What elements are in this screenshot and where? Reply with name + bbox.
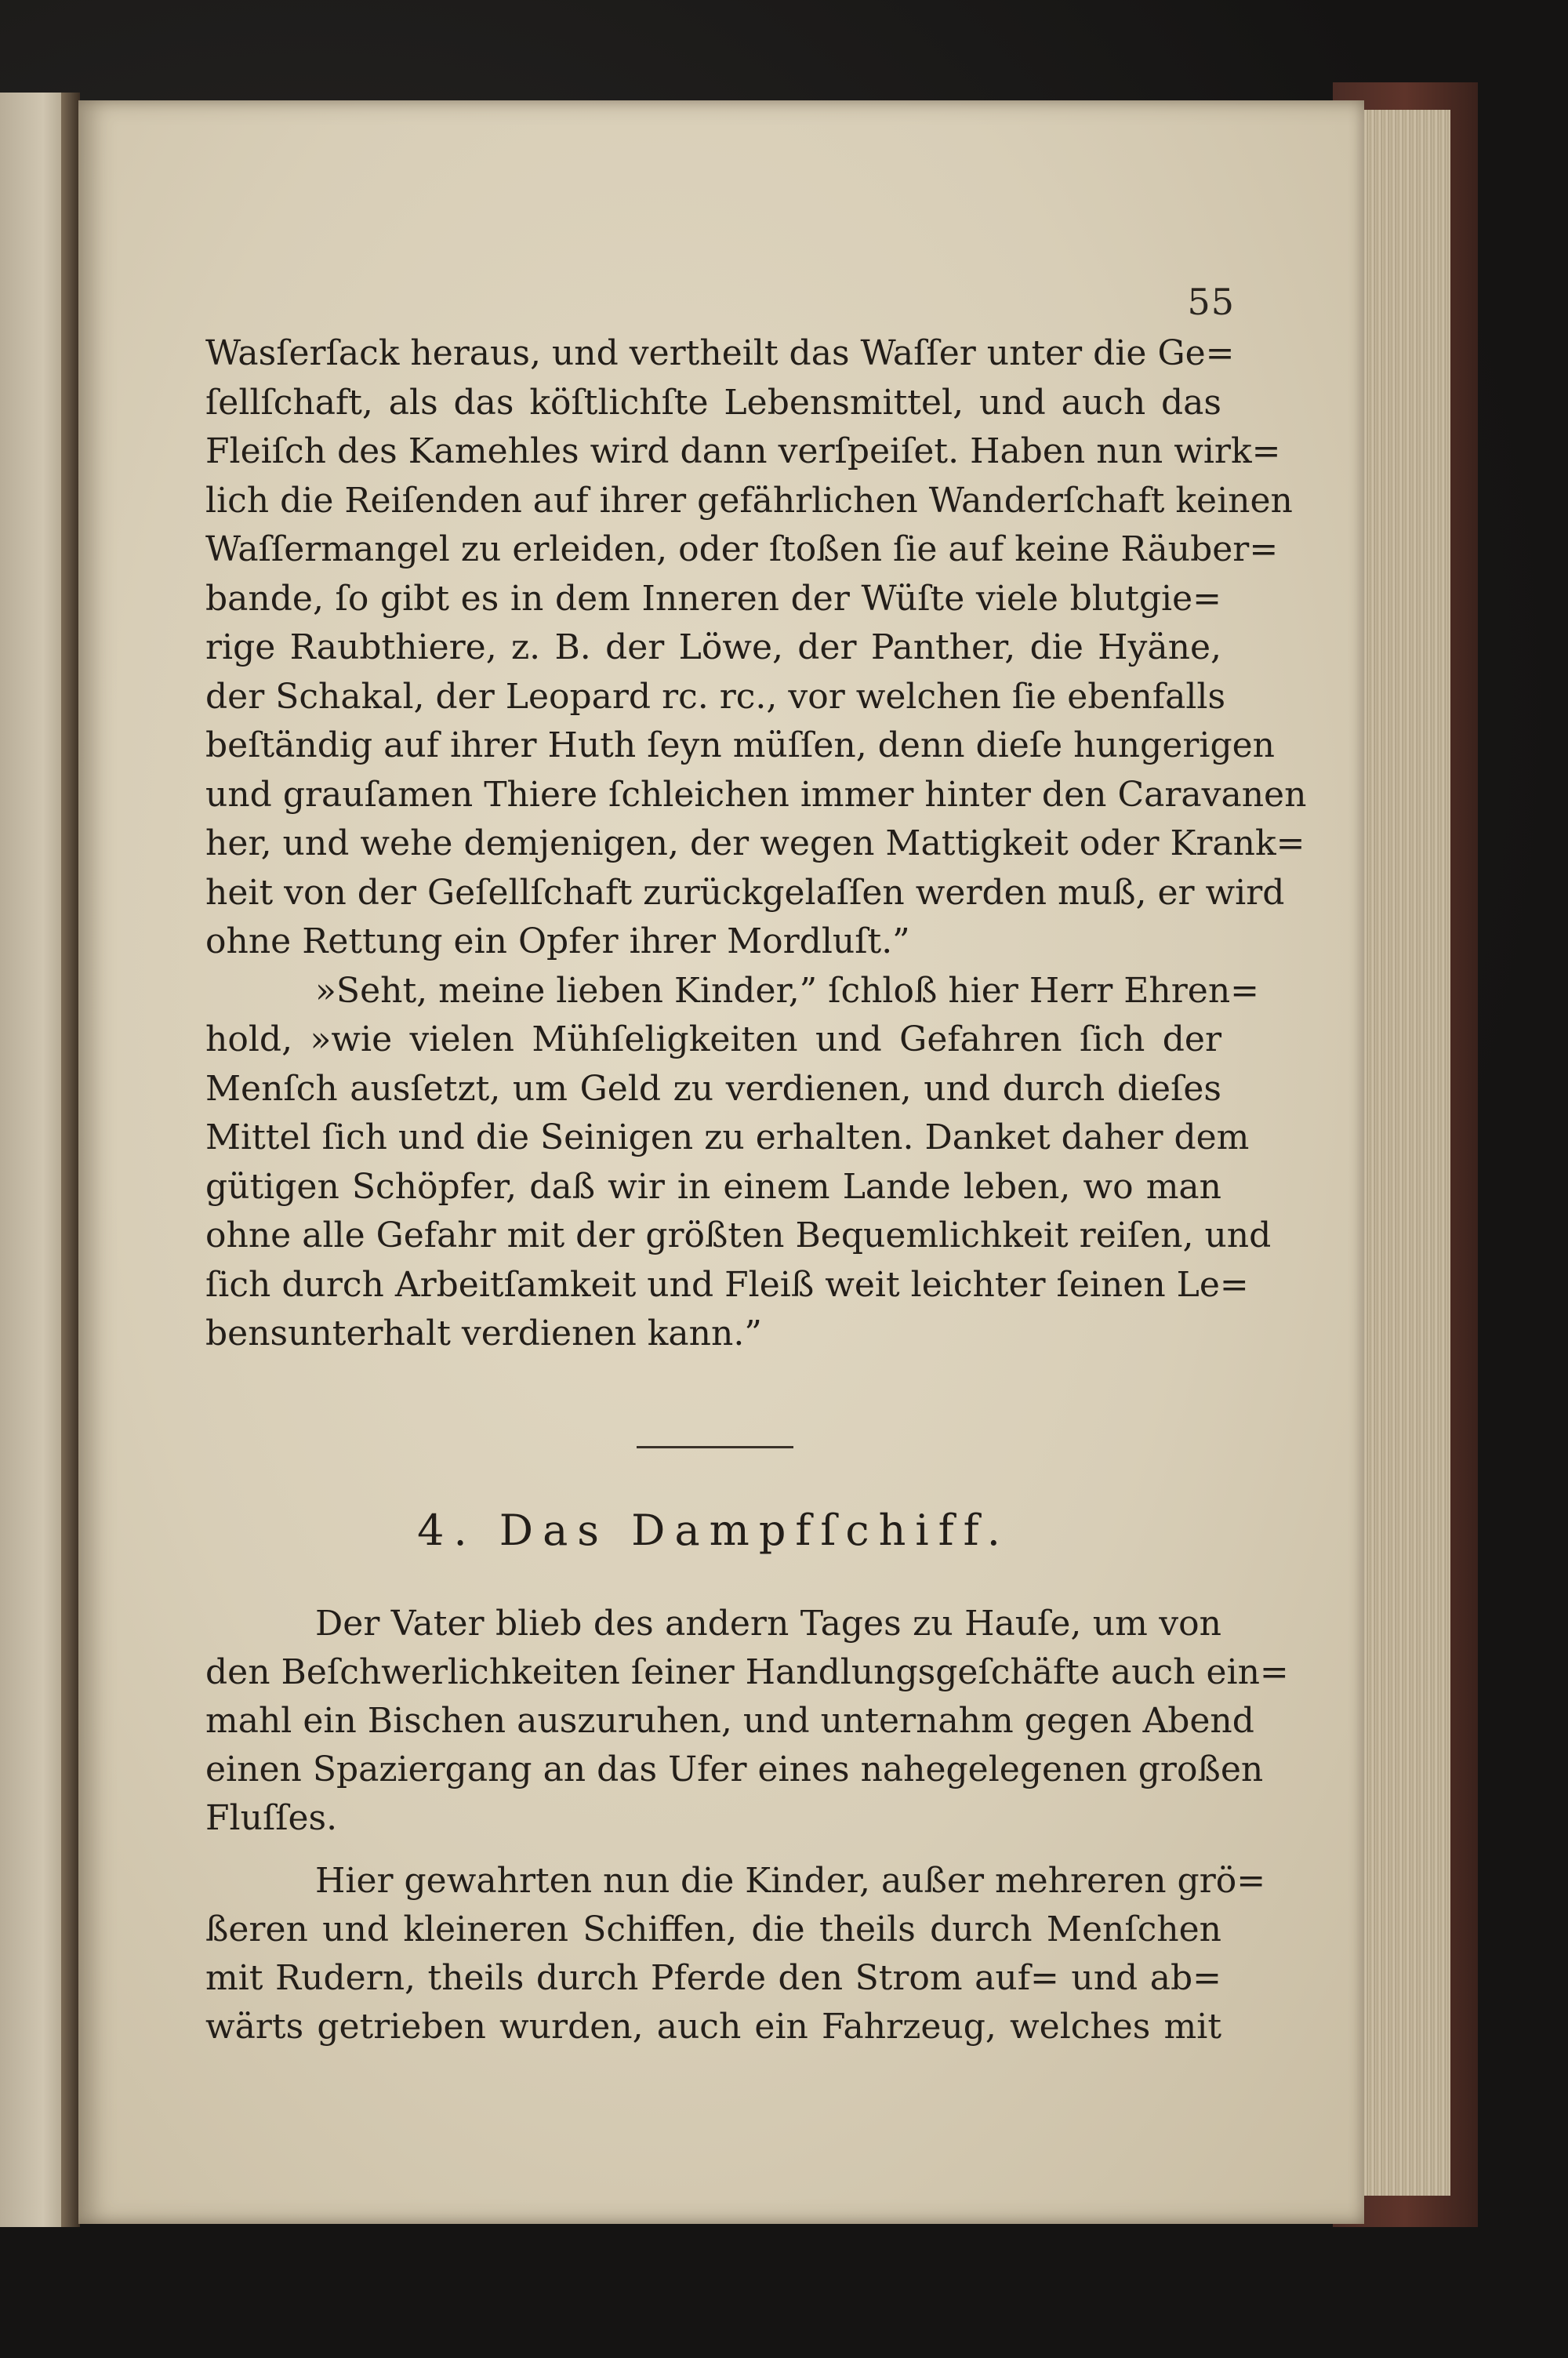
page-number: 55 xyxy=(1187,281,1235,323)
text-line: Menſch ausſetzt, um Geld zu verdienen, und durch dieſes xyxy=(205,1068,1221,1109)
page-text-lower xyxy=(205,1600,1289,2051)
text-line: bande, ſo gibt es in dem Inneren der Wüſte viele blutgie= xyxy=(205,578,1221,619)
text-line: Fleiſch des Kamehles wird dann verſpeiſet. Haben nun wirk= xyxy=(205,431,1281,471)
text-line: Der Vater blieb des andern Tages zu Hauſe, um von xyxy=(315,1604,1221,1644)
text-line: Fluſſes. xyxy=(205,1798,338,1838)
text-line: und grauſamen Thiere ſchleichen immer hinter den Caravanen xyxy=(205,774,1307,815)
text-line: »Seht, meine lieben Kinder,” ſchloß hier Herr Ehren= xyxy=(315,970,1260,1011)
text-line: beſtändig auf ihrer Huth ſeyn müſſen, denn dieſe hungerigen xyxy=(205,725,1275,765)
text-line: Hier gewahrten nun die Kinder, außer mehreren grö= xyxy=(315,1861,1266,1901)
text-line: ßeren und kleineren Schiffen, die theils durch Menſchen xyxy=(205,1909,1221,1949)
text-line: ſich durch Arbeitſamkeit und Fleiß weit leichter ſeinen Le= xyxy=(205,1264,1249,1305)
text-line: ohne alle Gefahr mit der größten Bequemlichkeit reiſen, und xyxy=(205,1215,1272,1255)
text-line: lich die Reiſenden auf ihrer gefährlichen Wanderſchaft keinen xyxy=(205,480,1293,521)
text-line: der Schakal, der Leopard rc. rc., vor welchen ſie ebenfalls xyxy=(205,676,1226,717)
book-gutter xyxy=(61,93,80,2227)
text-line: Wasſerſack heraus, und vertheilt das Waſſer unter die Ge= xyxy=(205,333,1235,373)
text-line: wärts getrieben wurden, auch ein Fahrzeug, welches mit xyxy=(205,2007,1221,2047)
text-line: ohne Rettung ein Opfer ihrer Mordluſt.” xyxy=(205,921,910,961)
section-title: 4. Das Dampfſchiff. xyxy=(417,1506,1010,1555)
section-divider xyxy=(637,1446,793,1448)
text-line: rige Raubthiere, z. B. der Löwe, der Panther, die Hyäne, xyxy=(205,627,1221,667)
text-line: her, und wehe demjenigen, der wegen Mattigkeit oder Krank= xyxy=(205,823,1305,863)
text-line: bensunterhalt verdienen kann.” xyxy=(205,1313,762,1353)
text-line: ſellſchaft, als das köſtlichſte Lebensmittel, und auch das xyxy=(205,382,1221,423)
text-line: mahl ein Bischen auszuruhen, und unternahm gegen Abend xyxy=(205,1701,1254,1741)
page-text-upper xyxy=(205,329,1307,1359)
text-line: heit von der Geſellſchaft zurückgelaſſen werden muß, er wird xyxy=(205,872,1285,913)
text-line: Waſſermangel zu erleiden, oder ſtoßen ſie auf keine Räuber= xyxy=(205,529,1279,569)
text-line: hold, »wie vielen Mühſeligkeiten und Gefahren ſich der xyxy=(205,1019,1221,1059)
text-line: mit Rudern, theils durch Pferde den Strom auf= und ab= xyxy=(205,1958,1221,1998)
text-line: gütigen Schöpfer, daß wir in einem Lande leben, wo man xyxy=(205,1166,1221,1207)
text-line: den Beſchwerlichkeiten ſeiner Handlungsgeſchäfte auch ein= xyxy=(205,1652,1289,1692)
text-line: einen Spaziergang an das Ufer eines nahegelegenen großen xyxy=(205,1749,1264,1789)
text-line: Mittel ſich und die Seinigen zu erhalten. Danket daher dem xyxy=(205,1117,1250,1157)
